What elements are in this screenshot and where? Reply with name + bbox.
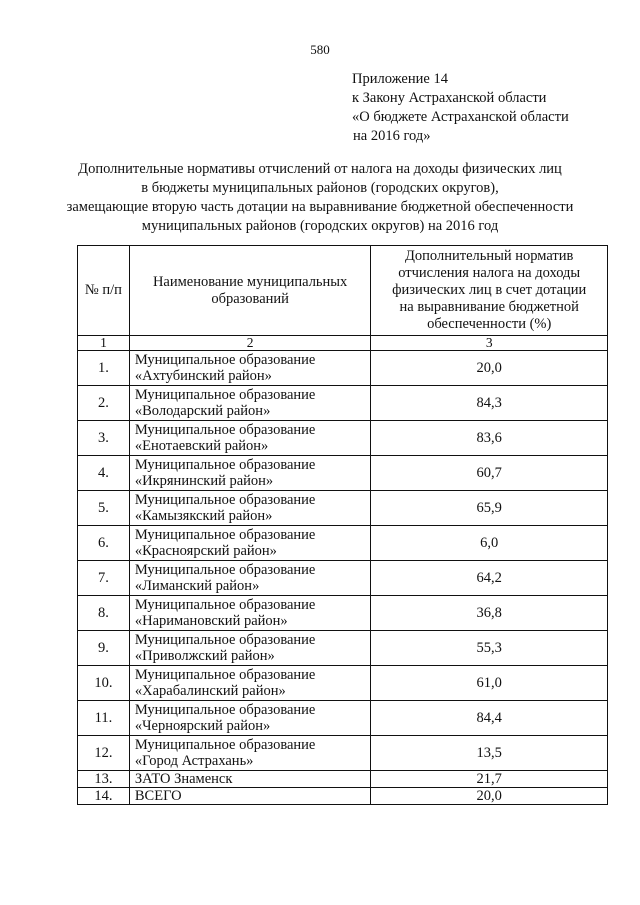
- header-value-line: обеспеченности (%): [427, 316, 552, 332]
- table-row: [78, 421, 608, 456]
- table-row: [78, 386, 608, 421]
- norm-value: 36,8: [371, 596, 608, 631]
- header-value-line: на выравнивание бюджетной: [399, 299, 579, 315]
- name-line: «Лиманский район»: [134, 578, 260, 594]
- norm-value: 84,4: [371, 701, 608, 736]
- row-number: 14.: [78, 788, 130, 805]
- page-number: 580: [310, 42, 330, 57]
- row-number: 12.: [78, 736, 130, 771]
- municipality-name: [129, 491, 371, 526]
- header-value-line: физических лиц в счет дотации: [392, 282, 587, 298]
- row-number: 4.: [78, 456, 130, 491]
- name-line: «Черноярский район»: [134, 718, 271, 734]
- name-line: «Харабалинский район»: [134, 683, 286, 699]
- norm-value: 61,0: [371, 666, 608, 701]
- name-line: Муниципальное образование: [134, 387, 316, 403]
- table-row-total: [78, 788, 608, 805]
- row-number: 9.: [78, 631, 130, 666]
- name-line: «Икрянинский район»: [134, 473, 274, 489]
- norm-value: 21,7: [371, 771, 608, 788]
- name-line: Муниципальное образование: [134, 597, 316, 613]
- header-name: [129, 246, 371, 336]
- header-name-line: Наименование муниципальных: [152, 273, 348, 290]
- table-row: [78, 771, 608, 788]
- table-row: [78, 701, 608, 736]
- norm-value: 60,7: [371, 456, 608, 491]
- municipality-name: ЗАТО Знаменск: [129, 771, 371, 788]
- title-line: в бюджеты муниципальных районов (городских округов),: [141, 180, 499, 196]
- norm-value: 64,2: [371, 561, 608, 596]
- municipality-name: [129, 456, 371, 491]
- column-number: 3: [371, 336, 608, 351]
- name-line: «Володарский район»: [134, 403, 271, 419]
- header-name-line: образований: [211, 290, 289, 307]
- name-line: Муниципальное образование: [134, 457, 316, 473]
- row-number: 2.: [78, 386, 130, 421]
- name-line: Муниципальное образование: [134, 562, 316, 578]
- row-number: 6.: [78, 526, 130, 561]
- municipality-name: [129, 386, 371, 421]
- table-row: [78, 491, 608, 526]
- name-line: «Наримановский район»: [134, 613, 288, 629]
- name-line: «Енотаевский район»: [134, 438, 269, 454]
- name-line: Муниципальное образование: [134, 527, 316, 543]
- column-number: 2: [129, 336, 371, 351]
- name-line: Муниципальное образование: [134, 422, 316, 438]
- municipality-name: [129, 421, 371, 456]
- table-row: [78, 736, 608, 771]
- document-title: [20, 160, 620, 236]
- table-row: [78, 666, 608, 701]
- title-line: муниципальных районов (городских округов) на 2016 год: [141, 218, 499, 234]
- table-row: [78, 631, 608, 666]
- total-value: 20,0: [371, 788, 608, 805]
- name-line: «Красноярский район»: [134, 543, 277, 559]
- row-number: 5.: [78, 491, 130, 526]
- row-number: 7.: [78, 561, 130, 596]
- row-number: 10.: [78, 666, 130, 701]
- column-number-row: [78, 336, 608, 351]
- norm-value: 20,0: [371, 351, 608, 386]
- norm-value: 83,6: [371, 421, 608, 456]
- row-number: 13.: [78, 771, 130, 788]
- row-number: 11.: [78, 701, 130, 736]
- norm-value: 6,0: [371, 526, 608, 561]
- appendix-line: на 2016 год»: [353, 128, 431, 144]
- appendix-line: «О бюджете Астраханской области: [352, 109, 569, 125]
- norm-value: 84,3: [371, 386, 608, 421]
- norm-value: 13,5: [371, 736, 608, 771]
- norms-table: [77, 245, 608, 805]
- name-line: Муниципальное образование: [134, 352, 316, 368]
- header-value-line: Дополнительный норматив: [405, 248, 574, 264]
- municipality-name: [129, 351, 371, 386]
- name-line: «Ахтубинский район»: [134, 368, 272, 384]
- row-number: 1.: [78, 351, 130, 386]
- norm-value: 55,3: [371, 631, 608, 666]
- table-row: [78, 456, 608, 491]
- municipality-name: [129, 736, 371, 771]
- name-line: «Город Астрахань»: [134, 753, 254, 769]
- row-number: 8.: [78, 596, 130, 631]
- title-line: замещающие вторую часть дотации на выравнивание бюджетной обеспеченности: [66, 199, 574, 215]
- header-value: [371, 246, 608, 336]
- appendix-line: Приложение 14: [352, 71, 448, 87]
- municipality-name: [129, 526, 371, 561]
- row-number: 3.: [78, 421, 130, 456]
- table-row: [78, 351, 608, 386]
- name-line: «Приволжский район»: [134, 648, 275, 664]
- norm-value: 65,9: [371, 491, 608, 526]
- municipality-name: [129, 701, 371, 736]
- total-label: ВСЕГО: [129, 788, 371, 805]
- municipality-name: [129, 596, 371, 631]
- municipality-name: [129, 666, 371, 701]
- table-row: [78, 526, 608, 561]
- table-row: [78, 561, 608, 596]
- table-row: [78, 596, 608, 631]
- name-line: Муниципальное образование: [134, 737, 316, 753]
- column-number: 1: [78, 336, 130, 351]
- municipality-name: [129, 561, 371, 596]
- table-header-row: [78, 246, 608, 336]
- name-line: «Камызякский район»: [134, 508, 273, 524]
- appendix-line: к Закону Астраханской области: [352, 90, 547, 106]
- name-line: Муниципальное образование: [134, 492, 316, 508]
- name-line: Муниципальное образование: [134, 632, 316, 648]
- name-line: Муниципальное образование: [134, 667, 316, 683]
- header-num: № п/п: [78, 246, 130, 336]
- name-line: Муниципальное образование: [134, 702, 316, 718]
- header-value-line: отчисления налога на доходы: [398, 265, 581, 281]
- appendix-block: [352, 70, 569, 146]
- title-line: Дополнительные нормативы отчислений от налога на доходы физических лиц: [78, 161, 562, 177]
- municipality-name: [129, 631, 371, 666]
